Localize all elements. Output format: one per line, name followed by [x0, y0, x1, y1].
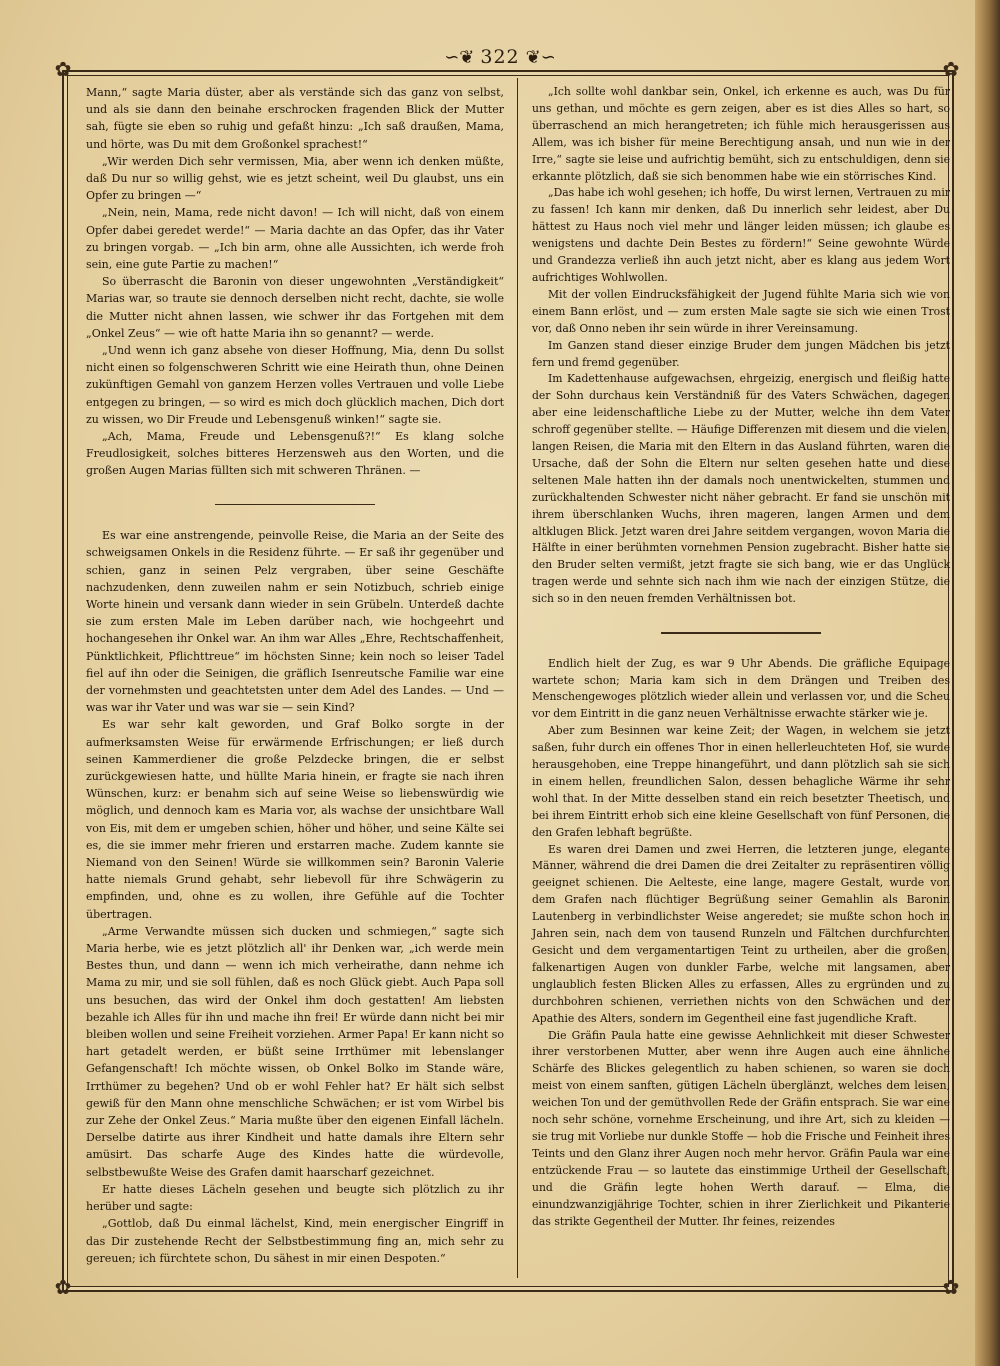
paragraph: So überrascht die Baronin von dieser ungewohnten „Verständigkeit“ Marias war, so traute sie dennoch derselben nicht recht, dachte, sie wolle die Mutter nicht ahnen lassen, wie schwer ihr das Fortgehen mit dem „Onkel Zeus“ — wie oft hatte Maria ihn so genannt? — werde.	[86, 275, 504, 340]
paragraph: Die Gräfin Paula hatte eine gewisse Aehnlichkeit mit dieser Schwester ihrer verstorbenen Mutter, aber wenn ihre Augen auch eine ähnliche Schärfe des Blickes gelegentlich zu haben schienen, so waren sie doch meist von einem sanften, gütigen Lächeln überglänzt, welches dem leisen, weichen Ton und der gemüthvollen Rede der Gräfin entsprach. Sie war eine noch sehr schöne, vornehme Erscheinung, und ihre Art, sich zu kleiden — sie trug mit Vorliebe nur dunkle Stoffe — hob die Frische und Feinheit ihres Teints und den Glanz ihrer Augen noch mehr hervor. Gräfin Paula war eine entzückende Frau — so lautete das einstimmige Urtheil der Gesellschaft, und die Gräfin legte hohen Werth darauf. — Elma, die einundzwanzigjährige Tochter, schien in ihrer Zierlichkeit und Pikanterie das strikte Gegentheil der Mutter. Ihr feines, reizendes	[532, 1028, 950, 1228]
paragraph: „Nein, nein, Mama, rede nicht davon! — Ich will nicht, daß von einem Opfer dabei geredet werde!“ — Maria dachte an das Opfer, das ihr Vater zu bringen vorgab. — „Ich bin arm, ohne alle Aussichten, ich werde froh sein, eine gute Partie zu machen!“	[86, 206, 504, 272]
paragraph: Es war eine anstrengende, peinvolle Reise, die Maria an der Seite des schweigsamen Onkels in die Residenz führte. — Er saß ihr gegenüber und schien, ganz in seinen Pelz vergraben, über seine Geschäfte nachzudenken, denn zuweilen nahm er sein Notizbuch, schrieb einige Worte hinein und versank dann wieder in sein Grübeln. Unterdeß dachte sie zum ersten Male im Leben darüber nach, wie hochgeehrt und hochangesehen ihr Onkel war. An ihm war Alles „Ehre, Rechtschaffenheit, Pünktlichkeit, Pflichttreue“ im höchsten Sinne; kein noch so leiser Tadel fiel auf ihn oder die Seinigen, die gräflich Isenreutsche Familie war eine der vornehmsten und geachtetsten unter dem Adel des Landes. — Und — was war ihr Vater und was war sie — sein Kind?	[86, 529, 504, 715]
paragraph: Endlich hielt der Zug, es war 9 Uhr Abends. Die gräfliche Equipage wartete schon; Maria kam sich in dem Drängen und Treiben des Menschengewoges plötzlich wieder allein und verlassen vor, und die Scheu vor dem Eintritt in die ganz neuen Verhältnisse erwachte stärker wie je.	[532, 656, 950, 721]
ornament-flourish-right-icon: ❦∽	[525, 46, 556, 68]
paragraph: Im Kadettenhause aufgewachsen, ehrgeizig, energisch und fleißig hatte der Sohn durchaus kein Verständniß für des Vaters Schwächen, dagegen aber eine leidenschaftliche Liebe zu der Mutter, welche ihn dem Vater schroff gegenüber stellte. — Häufige Differenzen mit diesem und die vielen, langen Reisen, die Maria mit den Eltern in das Ausland führten, waren die Ursache, daß der Sohn die Eltern nur selten gesehen hatte und diese seltenen Male hatten ihn der damals noch unentwickelten, stummen und zurückhaltenden Schwester nicht näher gebracht. Er fand sie unschön mit ihrem überschlanken Wuchs, ihren mageren, langen Armen und dem altklugen Blick. Jetzt waren drei Jahre seitdem vergangen, wovon Maria die Hälfte in einer berühmten vornehmen Pension zugebracht. Bisher hatte sie den Bruder selten vermißt, jetzt fragte sie sich bang, wie er das Unglück tragen werde und sehnte sich nach ihm wie nach der einzigen Stütze, die sich so in den neuen fremden Verhältnissen bot.	[532, 372, 950, 606]
left-column	[86, 84, 504, 1267]
paragraph: Mit der vollen Eindrucksfähigkeit der Jugend fühlte Maria sich wie von einem Bann erlöst, und — zum ersten Male sagte sie sich wie einen Trost vor, daß Onno neben ihr sein würde in ihrer Vereinsamung.	[532, 287, 950, 335]
corner-ornament-icon: ✿	[54, 1275, 72, 1299]
corner-ornament-icon: ✿	[942, 57, 960, 81]
paragraph: Es war sehr kalt geworden, und Graf Bolko sorgte in der aufmerksamsten Weise für erwärmende Erfrischungen; er ließ durch seinen Kammerdiener die große Pelzdecke bringen, die er selbst zurückgewiesen hatte, und hüllte Maria hinein, er fragte sie nach ihren Wünschen, kurz: er benahm sich auf seine Weise so liebenswürdig wie möglich, und dennoch kam es Maria vor, als wachse der unsichtbare Wall von Eis, mit dem er umgeben schien, höher und höher, und seine Kälte sei es, die sie immer mehr frieren und erstarren mache. Zudem kannte sie Niemand von den Seinen! Würde sie willkommen sein? Baronin Valerie hatte niemals Grund gehabt, sehr liebevoll für ihre Schwägerin zu empfinden, und, ohne es zu wollen, ihre Gefühle auf die Tochter übertragen.	[86, 718, 504, 921]
corner-ornament-icon: ✿	[942, 1275, 960, 1299]
paragraph: Im Ganzen stand dieser einzige Bruder dem jungen Mädchen bis jetzt fern und fremd gegenüber.	[532, 338, 950, 369]
right-column	[532, 84, 950, 1230]
paragraph: Aber zum Besinnen war keine Zeit; der Wagen, in welchem sie jetzt saßen, fuhr durch ein offenes Thor in einen hellerleuchteten Hof, sie wurde herausgehoben, eine Treppe hinangeführt, und dann plötzlich sah sie sich in einem hellen, freundlichen Salon, dessen behagliche Wärme ihr sehr wohl that. In der Mitte desselben stand ein reich besetzter Theetisch, und bei ihrem Eintritt erhob sich eine kleine Gesellschaft von fünf Personen, die den Grafen lebhaft begrüßte.	[532, 724, 950, 839]
paragraph: „Gottlob, daß Du einmal lächelst, Kind, mein energischer Eingriff in das Dir zustehende Recht der Selbstbestimmung fing an, mich sehr zu gereuen; ich fürchtete schon, Du sähest in mir einen Despoten.“	[86, 1217, 504, 1265]
paragraph: Er hatte dieses Lächeln gesehen und beugte sich plötzlich zu ihr herüber und sagte:	[86, 1182, 504, 1214]
paragraph: „Ich sollte wohl dankbar sein, Onkel, ich erkenne es auch, was Du für uns gethan, und möchte es gern zeigen, aber es ist dies Alles so hart, so überraschend an mich herangetreten; ich fühle mich herausgerissen aus Allem, was ich bisher für meine Berechtigung ansah, und nun wie in der Irre,“ sagte sie leise und aufrichtig bemüht, sich zu entschuldigen, denn sie erkannte plötzlich, daß sie sich benommen habe wie ein störrisches Kind.	[532, 85, 950, 183]
column-divider	[517, 78, 518, 1278]
ornament-flourish-left-icon: ∽❦	[444, 46, 475, 68]
section-separator	[661, 632, 821, 634]
page-edge	[975, 0, 1000, 1366]
paragraph: „Und wenn ich ganz absehe von dieser Hoffnung, Mia, denn Du sollst nicht einen so folgenschweren Schritt wie eine Heirath thun, ohne Deinen zukünftigen Gemahl von ganzem Herzen volles Vertrauen und volle Liebe entgegen zu bringen, — so wird es mich doch glücklich machen, Dich dort zu wissen, wo Dir Freude und Lebensgenuß winken!“ sagte sie.	[86, 344, 504, 426]
paragraph: „Arme Verwandte müssen sich ducken und schmiegen,“ sagte sich Maria herbe, wie es jetzt plötzlich all' ihr Denken war, „ich werde mein Bestes thun, und dann — wenn ich mich verheirathe, dann nehme ich Mama zu mir, und sie soll fühlen, daß es noch Glück giebt. Auch Papa soll uns besuchen, das wird der Onkel ihm doch gestatten! Am liebsten bezahle ich Alles für ihn und mache ihn frei! Er würde dann nicht bei mir bleiben wollen und seine Freiheit vorziehen. Armer Papa! Er kann nicht so hart getadelt werden, er büßt seine Irrthümer mit lebenslanger Gefangenschaft! Ich möchte wissen, ob Onkel Bolko im Stande wäre, Irrthümer zu begehen? Und ob er wohl Fehler hat? Er hält sich selbst gewiß für den Mann ohne menschliche Schwächen; er ist vom Wirbel bis zur Zehe der Onkel Zeus.“ Maria mußte über den eigenen Einfall lächeln. Derselbe datirte aus ihrer Kindheit und hatte damals ihre Eltern sehr amüsirt. Das scharfe Auge des Kindes hatte die würdevolle, selbstbewußte Weise des Grafen damit haarscharf gezeichnet.	[86, 924, 504, 1179]
paragraph: „Das habe ich wohl gesehen; ich hoffe, Du wirst lernen, Vertrauen zu mir zu fassen! Ich kann mir denken, daß Du innerlich sehr leidest, aber Du hättest zu Haus noch viel mehr und länger leiden müssen; ich glaube es wenigstens und dachte Dein Bestes zu fördern!“ Seine gewohnte Würde und Grandezza verließ ihn auch jetzt nicht, aber es klang aus jedem Wort aufrichtiges Wohlwollen.	[532, 186, 950, 284]
paragraph: Es waren drei Damen und zwei Herren, die letzteren junge, elegante Männer, während die drei Damen die drei Zeitalter zu repräsentiren völlig geeignet schienen. Die Aelteste, eine lange, magere Gestalt, wurde von dem Grafen nach flüchtiger Begrüßung seiner Gemahlin als Baronin Lautenberg in verbindlichster Weise angeredet; sie mußte schon hoch in Jahren sein, nach dem von tausend Runzeln und Fältchen durchfurchten Gesicht und dem vergamentartigen Teint zu urtheilen, aber die großen, falkenartigen Augen von dunkler Farbe, welche mit langsamen, aber unglaublich festen Blicken Alles zu erfassen, Alles zu ergründen und zu durchbohren schienen, verriethen nichts von den Schwächen und der Apathie des Alters, sondern im Gegentheil eine fast jugendliche Kraft.	[532, 842, 950, 1025]
page-header	[400, 44, 600, 70]
page-number: 322	[480, 46, 520, 68]
section-separator	[215, 504, 375, 506]
paragraph: Mann,“ sagte Maria düster, aber als verstände sich das ganz von selbst, und als sie dann den beinahe erschrocken fragenden Blick der Mutter sah, fügte sie eben so ruhig und gefaßt hinzu: „Ich saß draußen, Mama, und hörte, was Du mit dem Großonkel sprachest!“	[86, 86, 504, 151]
paragraph: „Wir werden Dich sehr vermissen, Mia, aber wenn ich denken müßte, daß Du nur so willig gehst, wie es jetzt scheint, weil Du glaubst, uns ein Opfer zu bringen —“	[86, 154, 504, 203]
paragraph: „Ach, Mama, Freude und Lebensgenuß?!“ Es klang solche Freudlosigkeit, solches bitteres Herzensweh aus den Worten, und die großen Augen Marias füllten sich mit schweren Thränen. —	[86, 430, 504, 478]
corner-ornament-icon: ✿	[54, 57, 72, 81]
